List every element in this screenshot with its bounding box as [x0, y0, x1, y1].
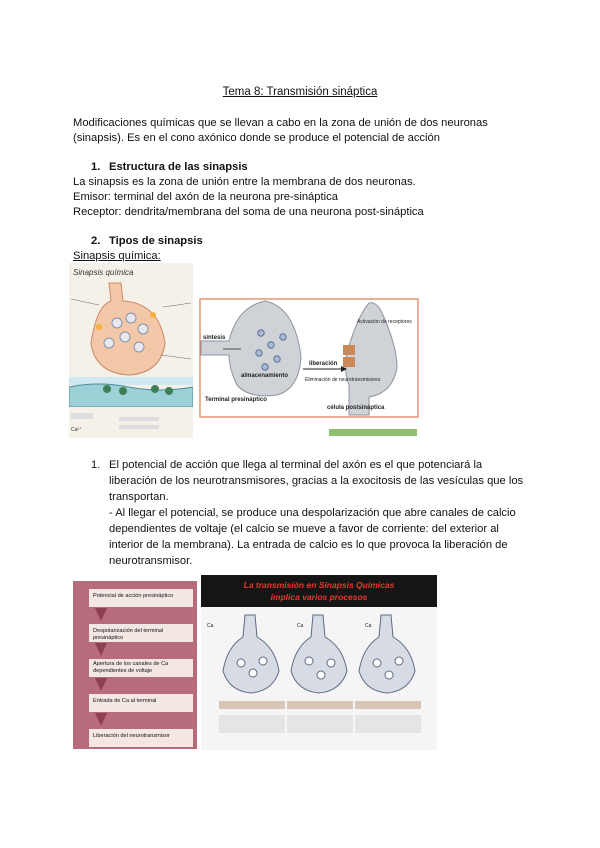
list-line-3: transportan.: [109, 491, 169, 503]
intro-line-1: Modificaciones químicas que se llevan a cabo en la zona de unión de dos neuronas: [73, 117, 488, 129]
section2-heading: Tipos de sinapsis: [109, 235, 203, 247]
figure4-title-2: implica varios procesos: [270, 592, 368, 602]
section1-line-2: Emisor: terminal del axón de la neurona pre-sináptica: [73, 191, 338, 203]
list-line-1: El potencial de acción que llega al terminal del axón es el que potenciará la: [109, 459, 483, 471]
figure2-activacion: Activación de receptores: [357, 319, 412, 325]
section1-line-3: Receptor: dendrita/membrana del soma de una neurona post-sináptica: [73, 206, 424, 218]
figure2-sintesis: síntesis: [203, 335, 226, 341]
figure4-title-1: La transmisión en Sinapsis Químicas: [243, 580, 395, 590]
list-line-2: liberación de los neurotransmisores, gracias a la exocitosis de las vesículas que los: [109, 475, 524, 487]
flow-step-4: Entrada de Ca al terminal: [93, 698, 157, 704]
section2-subheading: Sinapsis química:: [73, 250, 161, 262]
page-title: Tema 8: Transmisión sináptica: [222, 86, 378, 98]
figure2-celula: célula postsináptica: [327, 405, 385, 411]
intro-line-2: (sinapsis). Es en el cono axónico donde se produce el potencial de acción: [73, 132, 440, 144]
list-line-7: neurotransmisor.: [109, 555, 193, 567]
section1-line-1: La sinapsis es la zona de unión entre la membrana de dos neuronas.: [73, 176, 416, 188]
figure4-ca-1: Ca: [207, 623, 214, 629]
flow-step-3: Apertura de los canales de Ca dependientes de voltaje: [93, 661, 169, 674]
list-number: 1.: [91, 459, 101, 471]
flow-step-1: Potencial de acción presináptico: [93, 593, 174, 599]
synapse-illustration: [69, 263, 193, 438]
figure1-title: Sinapsis química: [73, 268, 134, 277]
calcium-flowchart: [73, 581, 197, 749]
figure4-ca-2: Ca: [297, 623, 304, 629]
section2-number: 2.: [91, 235, 101, 247]
section1-number: 1.: [91, 161, 101, 173]
list-line-4: - Al llegar el potencial, se produce una despolarización que abre canales de calcio: [109, 507, 516, 519]
figure4-ca-3: Ca: [365, 623, 372, 629]
chemical-synapse-processes: [201, 575, 437, 750]
list-line-5: dependientes de voltaje (el calcio se mueve a favor de corriente: del exterior al: [109, 523, 499, 535]
section1-heading: Estructura de las sinapsis: [109, 161, 248, 173]
flow-step-2: Despolarización del terminal presináptico: [93, 628, 164, 641]
figure1-ca-label: Ca²⁺: [71, 427, 82, 433]
figure2-liberacion: liberación: [309, 361, 338, 367]
flow-step-5: Liberación del neurotransmisor: [93, 733, 170, 739]
list-line-6: interior de la membrana). La entrada de calcio es lo que provoca la liberación de: [109, 539, 508, 551]
synapse-process-diagram: [197, 297, 421, 437]
figure2-eliminacion: Eliminación de neurotransmisores: [305, 377, 381, 383]
figure2-almacenamiento: almacenamiento: [241, 373, 289, 379]
figure2-terminal: Terminal presináptico: [205, 397, 267, 403]
